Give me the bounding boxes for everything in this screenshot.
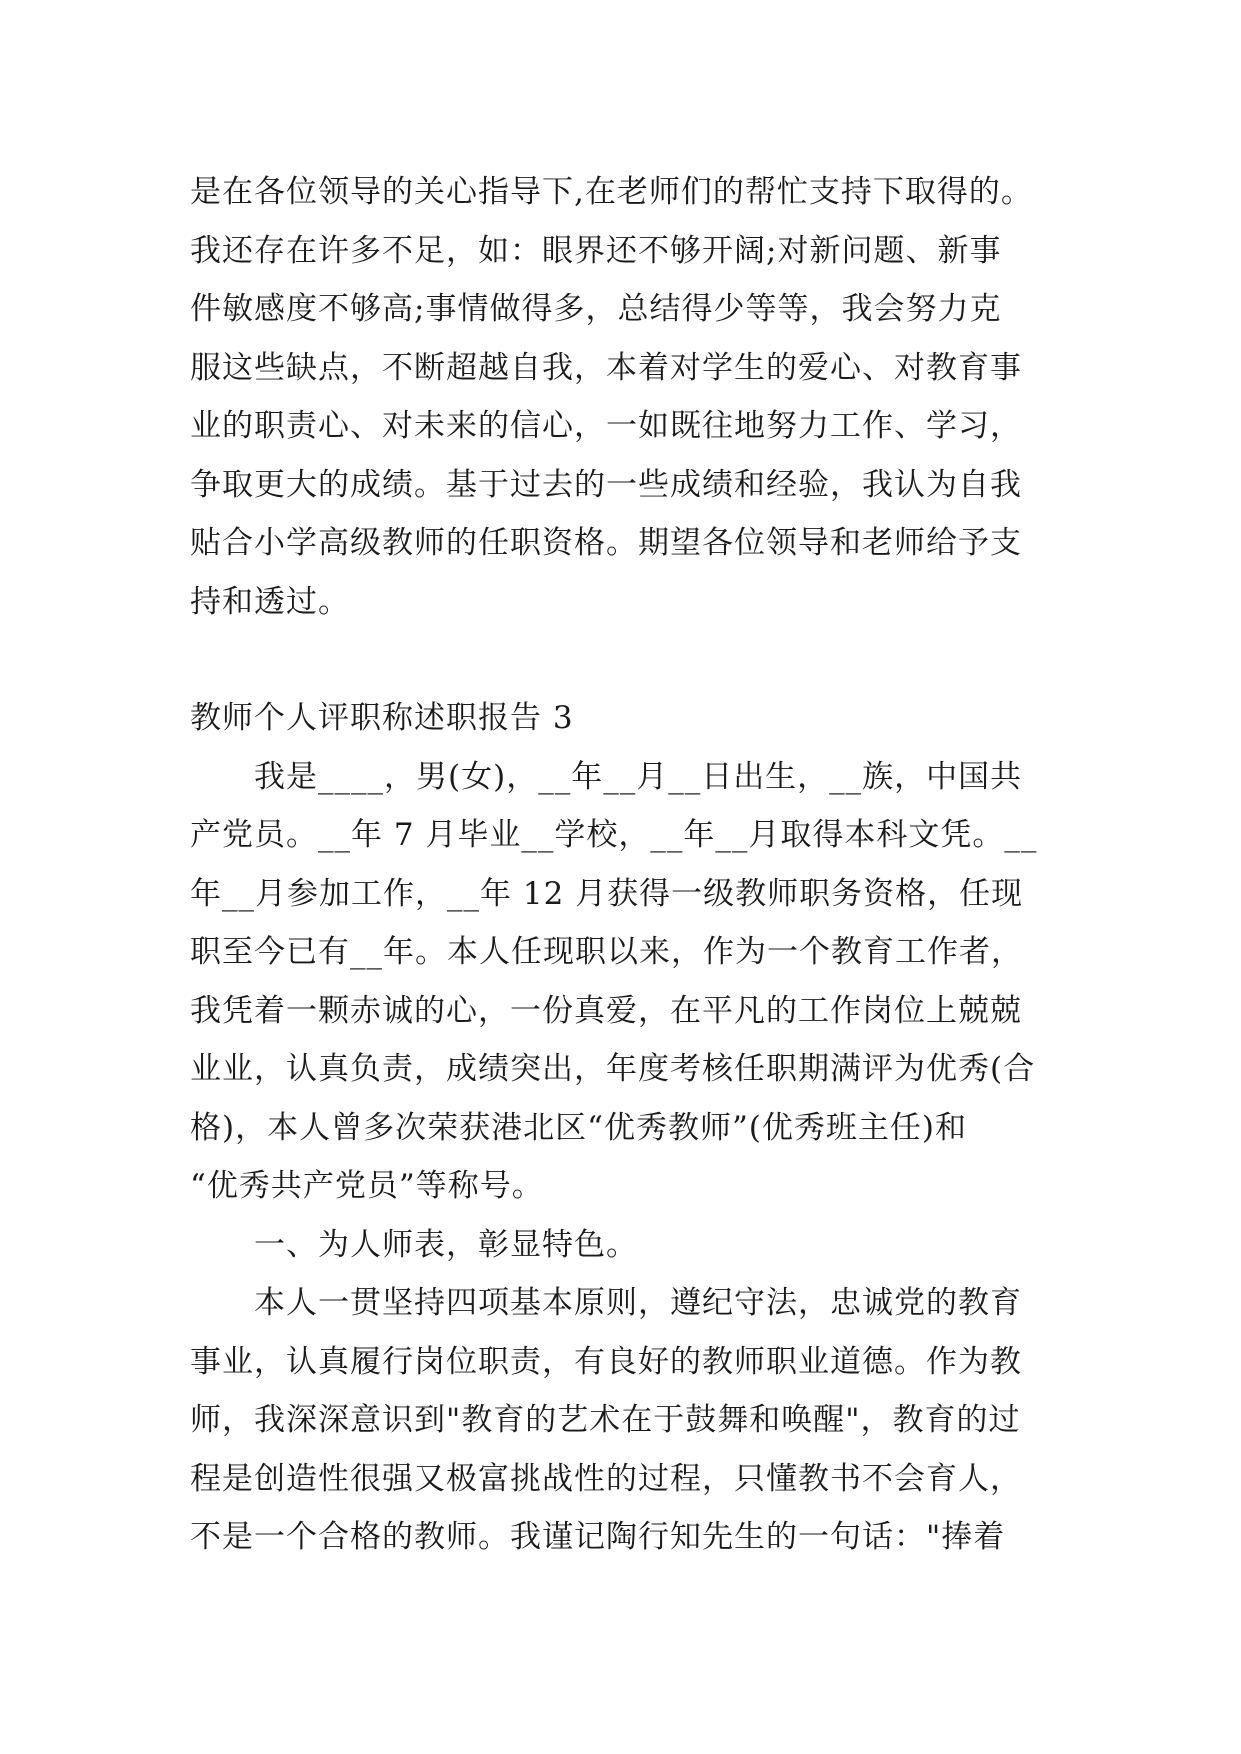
text-line: 我是____，男(女)，__年__月__日出生，__族，中国共 bbox=[254, 758, 1023, 795]
text-line: 职至今已有__年。本人任现职以来，作为一个教育工作者， bbox=[190, 934, 1023, 970]
text-line: 年__月参加工作，__年 12 月获得一级教师职务资格，任现 bbox=[190, 875, 1024, 912]
text-line: 争取更大的成绩。基于过去的一些成绩和经验，我认为自我 bbox=[190, 466, 1022, 503]
text-line: 程是创造性很强又极富挑战性的过程，只懂教书不会育人， bbox=[190, 1460, 1022, 1497]
text-line: 是在各位领导的关心指导下,在老师们的帮忙支持下取得的。 bbox=[190, 174, 1033, 210]
text-line: 格)，本人曾多次荣获港北区“优秀教师”(优秀班主任)和 bbox=[190, 1109, 967, 1146]
text-line: 不是一个合格的教师。我谨记陶行知先生的一句话："捧着 bbox=[190, 1519, 1006, 1555]
text-line: 服这些缺点，不断超越自我，本着对学生的爱心、对教育事 bbox=[190, 349, 1022, 386]
text-line: 我还存在许多不足，如：眼界还不够开阔;对新问题、新事 bbox=[190, 232, 1002, 269]
text-line: “优秀共产党员”等称号。 bbox=[190, 1168, 544, 1204]
section-title: 教师个人评职称述职报告 3 bbox=[190, 700, 574, 736]
text-line: 业的职责心、对未来的信心，一如既往地努力工作、学习， bbox=[190, 408, 1022, 444]
text-line: 产党员。__年 7 月毕业__学校，__年__月取得本科文凭。__ bbox=[190, 817, 1038, 853]
text-line: 事业，认真履行岗位职责，有良好的教师职业道德。作为教 bbox=[190, 1343, 1022, 1380]
text-line: 师，我深深意识到"教育的艺术在于鼓舞和唤醒"，教育的过 bbox=[190, 1402, 1021, 1438]
text-line: 贴合小学高级教师的任职资格。期望各位领导和老师给予支 bbox=[190, 525, 1022, 561]
text-line: 持和透过。 bbox=[190, 583, 350, 620]
paragraph-gap bbox=[190, 631, 1090, 689]
text-line: 业业，认真负责，成绩突出，年度考核任职期满评为优秀(合 bbox=[190, 1051, 1036, 1087]
document-body bbox=[190, 163, 1090, 1567]
text-line: 本人一贯坚持四项基本原则，遵纪守法，忠诚党的教育 bbox=[254, 1285, 1022, 1321]
text-line: 件敏感度不够高;事情做得多，总结得少等等，我会努力克 bbox=[190, 291, 1002, 327]
text-line: 我凭着一颗赤诚的心，一份真爱，在平凡的工作岗位上兢兢 bbox=[190, 992, 1022, 1029]
subheading: 一、为人师表，彰显特色。 bbox=[254, 1226, 638, 1263]
